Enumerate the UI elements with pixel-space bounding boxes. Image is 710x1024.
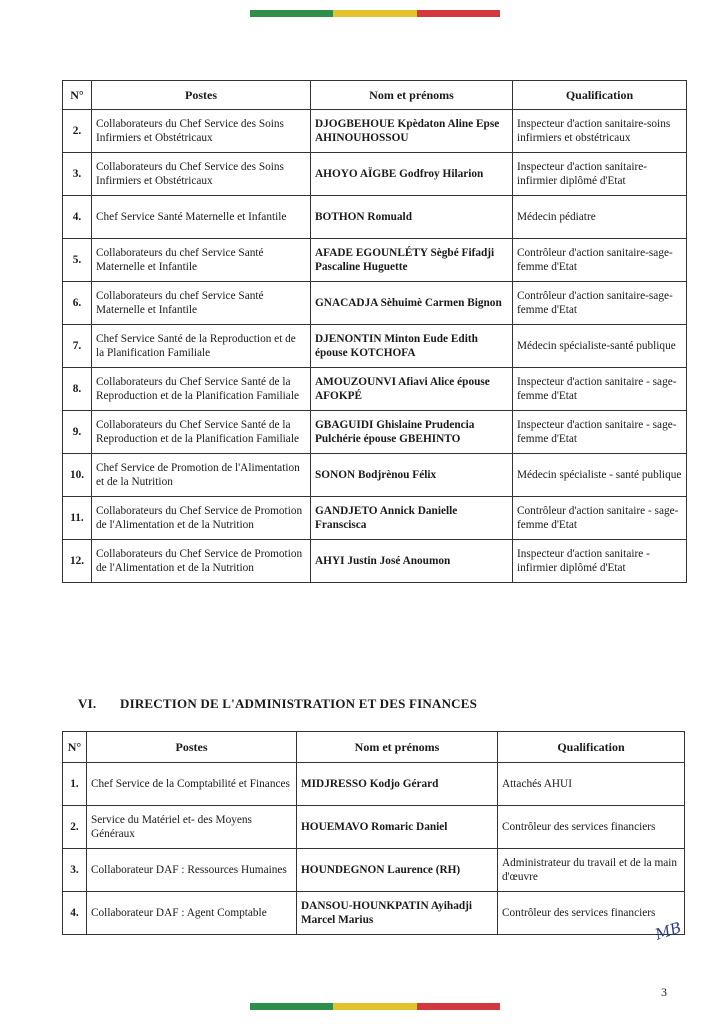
header-nom: Nom et prénoms: [297, 732, 498, 763]
qualification-cell: Médecin pédiatre: [513, 196, 687, 239]
poste-cell: Service du Matériel et- des Moyens Généraux: [87, 806, 297, 849]
flag-stripe-bottom: [250, 1003, 500, 1010]
nom-cell: BOTHON Romuald: [311, 196, 513, 239]
nom-cell: GANDJETO Annick Danielle Franscisca: [311, 497, 513, 540]
qualification-cell: Inspecteur d'action sanitaire - sage-femme d'Etat: [513, 411, 687, 454]
poste-cell: Collaborateurs du Chef Service de Promotion de l'Alimentation et de la Nutrition: [92, 497, 311, 540]
page-number: 3: [661, 985, 667, 999]
row-number: 11.: [63, 497, 92, 540]
qualification-cell: Contrôleur des services financiers: [498, 806, 685, 849]
nom-cell: AFADE EGOUNLÉTY Sègbé Fifadji Pascaline Huguette: [311, 239, 513, 282]
nom-cell: MIDJRESSO Kodjo Gérard: [297, 763, 498, 806]
poste-cell: Chef Service Santé de la Reproduction et de la Planification Familiale: [92, 325, 311, 368]
qualification-cell: Administrateur du travail et de la main d'œuvre: [498, 849, 685, 892]
qualification-cell: Contrôleur d'action sanitaire - sage-femme d'Etat: [513, 497, 687, 540]
nom-cell: AHYI Justin José Anoumon: [311, 540, 513, 583]
table-row: [63, 196, 687, 239]
row-number: 5.: [63, 239, 92, 282]
poste-cell: Chef Service de Promotion de l'Alimentation et de la Nutrition: [92, 454, 311, 497]
table-row: [63, 411, 687, 454]
qualification-cell: Inspecteur d'action sanitaire - infirmier diplômé d'Etat: [513, 540, 687, 583]
header-qualification: Qualification: [498, 732, 685, 763]
table-header-row: [63, 81, 687, 110]
header-nom: Nom et prénoms: [311, 81, 513, 110]
qualification-cell: Contrôleur des services financiers: [498, 892, 685, 935]
qualification-cell: Médecin spécialiste-santé publique: [513, 325, 687, 368]
nom-cell: SONON Bodjrènou Félix: [311, 454, 513, 497]
header-qualification: Qualification: [513, 81, 687, 110]
table-row: [63, 849, 685, 892]
qualification-cell: Attachés AHUI: [498, 763, 685, 806]
poste-cell: Collaborateurs du chef Service Santé Maternelle et Infantile: [92, 282, 311, 325]
row-number: 2.: [63, 806, 87, 849]
row-number: 4.: [63, 196, 92, 239]
qualification-cell: Inspecteur d'action sanitaire - sage-femme d'Etat: [513, 368, 687, 411]
personnel-table-2: [62, 731, 685, 935]
nom-cell: GNACADJA Sèhuimè Carmen Bignon: [311, 282, 513, 325]
nom-cell: AHOYO AÏGBE Godfroy Hilarion: [311, 153, 513, 196]
table-row: [63, 282, 687, 325]
row-number: 3.: [63, 153, 92, 196]
nom-cell: DANSOU-HOUNKPATIN Ayihadji Marcel Marius: [297, 892, 498, 935]
poste-cell: Collaborateurs du Chef Service des Soins Infirmiers et Obstétricaux: [92, 153, 311, 196]
row-number: 9.: [63, 411, 92, 454]
row-number: 1.: [63, 763, 87, 806]
table-row: [63, 763, 685, 806]
header-postes: Postes: [87, 732, 297, 763]
table-row: [63, 806, 685, 849]
poste-cell: Chef Service de la Comptabilité et Finances: [87, 763, 297, 806]
table-row: [63, 325, 687, 368]
table-row: [63, 892, 685, 935]
personnel-table-1: [62, 80, 687, 583]
row-number: 2.: [63, 110, 92, 153]
row-number: 6.: [63, 282, 92, 325]
qualification-cell: Contrôleur d'action sanitaire-sage-femme d'Etat: [513, 282, 687, 325]
section-heading: [78, 696, 477, 712]
table-row: [63, 153, 687, 196]
row-number: 4.: [63, 892, 87, 935]
poste-cell: Collaborateur DAF : Agent Comptable: [87, 892, 297, 935]
table-row: [63, 540, 687, 583]
table-row: [63, 454, 687, 497]
poste-cell: Collaborateurs du Chef Service Santé de la Reproduction et de la Planification Familiale: [92, 368, 311, 411]
nom-cell: DJOGBEHOUE Kpèdaton Aline Epse AHINOUHOSSOU: [311, 110, 513, 153]
row-number: 8.: [63, 368, 92, 411]
nom-cell: HOUNDEGNON Laurence (RH): [297, 849, 498, 892]
flag-stripe-top: [250, 10, 500, 17]
table-row: [63, 239, 687, 282]
header-num: N°: [63, 732, 87, 763]
row-number: 3.: [63, 849, 87, 892]
nom-cell: GBAGUIDI Ghislaine Prudencia Pulchérie épouse GBEHINTO: [311, 411, 513, 454]
header-postes: Postes: [92, 81, 311, 110]
table-row: [63, 497, 687, 540]
poste-cell: Chef Service Santé Maternelle et Infantile: [92, 196, 311, 239]
row-number: 7.: [63, 325, 92, 368]
row-number: 10.: [63, 454, 92, 497]
qualification-cell: Médecin spécialiste - santé publique: [513, 454, 687, 497]
section-title: DIRECTION DE L'ADMINISTRATION ET DES FINANCES: [120, 696, 478, 711]
nom-cell: AMOUZOUNVI Afiavi Alice épouse AFOKPÉ: [311, 368, 513, 411]
section-number: VI.: [78, 696, 97, 711]
poste-cell: Collaborateurs du Chef Service des Soins Infirmiers et Obstétricaux: [92, 110, 311, 153]
table-header-row: [63, 732, 685, 763]
poste-cell: Collaborateurs du Chef Service Santé de la Reproduction et de la Planification Familiale: [92, 411, 311, 454]
nom-cell: DJENONTIN Minton Eude Edith épouse KOTCHOFA: [311, 325, 513, 368]
nom-cell: HOUEMAVO Romaric Daniel: [297, 806, 498, 849]
header-num: N°: [63, 81, 92, 110]
table-row: [63, 368, 687, 411]
qualification-cell: Inspecteur d'action sanitaire-infirmier diplômé d'Etat: [513, 153, 687, 196]
handwritten-initials: MB: [652, 918, 684, 944]
qualification-cell: Inspecteur d'action sanitaire-soins infirmiers et obstétricaux: [513, 110, 687, 153]
qualification-cell: Contrôleur d'action sanitaire-sage-femme d'Etat: [513, 239, 687, 282]
table-row: [63, 110, 687, 153]
poste-cell: Collaborateur DAF : Ressources Humaines: [87, 849, 297, 892]
poste-cell: Collaborateurs du Chef Service de Promotion de l'Alimentation et de la Nutrition: [92, 540, 311, 583]
row-number: 12.: [63, 540, 92, 583]
poste-cell: Collaborateurs du chef Service Santé Maternelle et Infantile: [92, 239, 311, 282]
